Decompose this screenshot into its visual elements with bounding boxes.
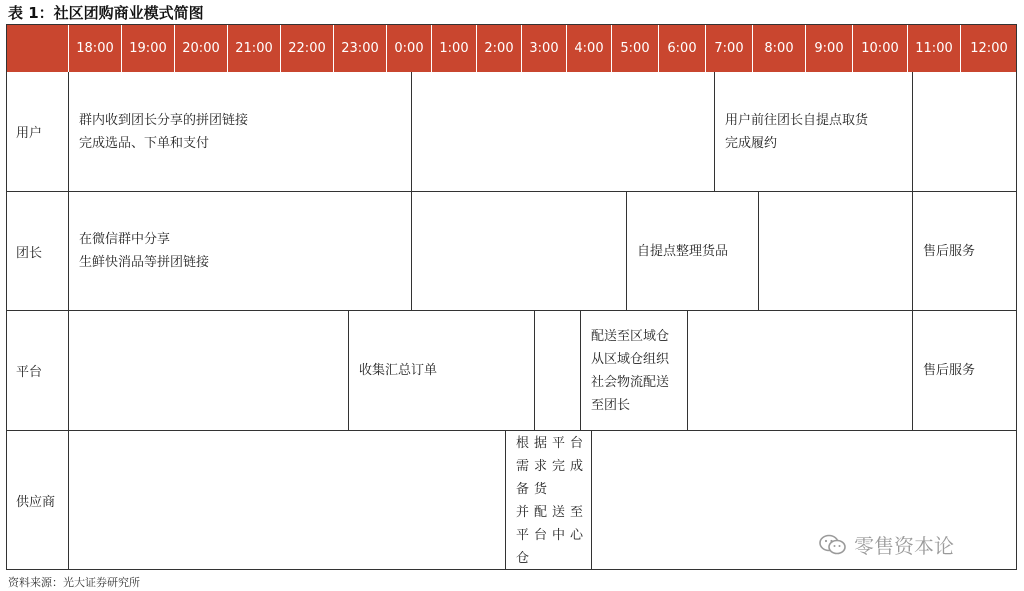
- time-header: 4:00: [567, 24, 612, 72]
- leader-cell-empty: [759, 192, 913, 310]
- time-header: 21:00: [228, 24, 281, 72]
- platform-cell-after-sales: 售后服务: [923, 363, 976, 378]
- time-header: 19:00: [122, 24, 175, 72]
- time-header: 3:00: [522, 24, 567, 72]
- time-header: 10:00: [853, 24, 908, 72]
- row-label-user: 用户: [6, 72, 69, 191]
- supplier-cell-empty: [69, 431, 506, 570]
- leader-cell-sort-goods: 自提点整理货品: [627, 192, 759, 310]
- time-header: 18:00: [69, 24, 122, 72]
- time-header: 9:00: [806, 24, 853, 72]
- time-header-row: [6, 24, 1017, 72]
- time-header: 22:00: [281, 24, 334, 72]
- row-label-platform: 平台: [6, 311, 69, 430]
- time-header: 20:00: [175, 24, 228, 72]
- header-corner: [6, 24, 69, 72]
- time-header: 2:00: [477, 24, 522, 72]
- user-cell-pickup: 用户前往团长自提点取货 完成履约: [715, 72, 913, 191]
- row-label-supplier: 供应商: [6, 431, 69, 570]
- time-header: 11:00: [908, 24, 961, 72]
- platform-cell-empty: [69, 311, 349, 430]
- leader-cell-share: 在微信群中分享 生鲜快消品等拼团链接: [69, 192, 412, 310]
- leader-cell-after-sales: 售后服务: [923, 243, 976, 259]
- time-header: 12:00: [970, 40, 1008, 56]
- time-header: 5:00: [612, 24, 659, 72]
- watermark-text: 零售资本论: [854, 534, 954, 558]
- watermark: [818, 530, 954, 559]
- source-note: 资料来源：光大证券研究所: [8, 576, 140, 589]
- time-header: 7:00: [706, 24, 753, 72]
- row-user: [6, 72, 1017, 192]
- business-model-table: [6, 24, 1017, 570]
- time-header: 6:00: [659, 24, 706, 72]
- time-header: 0:00: [387, 24, 432, 72]
- supplier-cell-stock-delivery: 根据平台 需求完成 备货 并配送至 平台中心 仓: [506, 431, 592, 570]
- wechat-icon: [818, 533, 848, 557]
- platform-cell-empty: [535, 311, 581, 430]
- platform-cell-delivery: 配送至区域仓 从区域仓组织 社会物流配送 至团长: [581, 311, 688, 430]
- time-header: 1:00: [432, 24, 477, 72]
- row-label-leader: 团长: [6, 192, 69, 310]
- time-header: 8:00: [753, 24, 806, 72]
- platform-cell-empty: [688, 311, 913, 430]
- user-cell-empty: [412, 72, 715, 191]
- row-leader: [6, 192, 1017, 311]
- table-title: 表 1：社区团购商业模式简图: [8, 4, 204, 22]
- user-cell-select-order: 群内收到团长分享的拼团链接 完成选品、下单和支付: [69, 72, 412, 191]
- time-header: 23:00: [334, 24, 387, 72]
- user-cell-empty: [913, 72, 1017, 191]
- leader-cell-empty: [412, 192, 627, 310]
- row-platform: [6, 311, 1017, 431]
- platform-cell-collect-orders: 收集汇总订单: [349, 311, 535, 430]
